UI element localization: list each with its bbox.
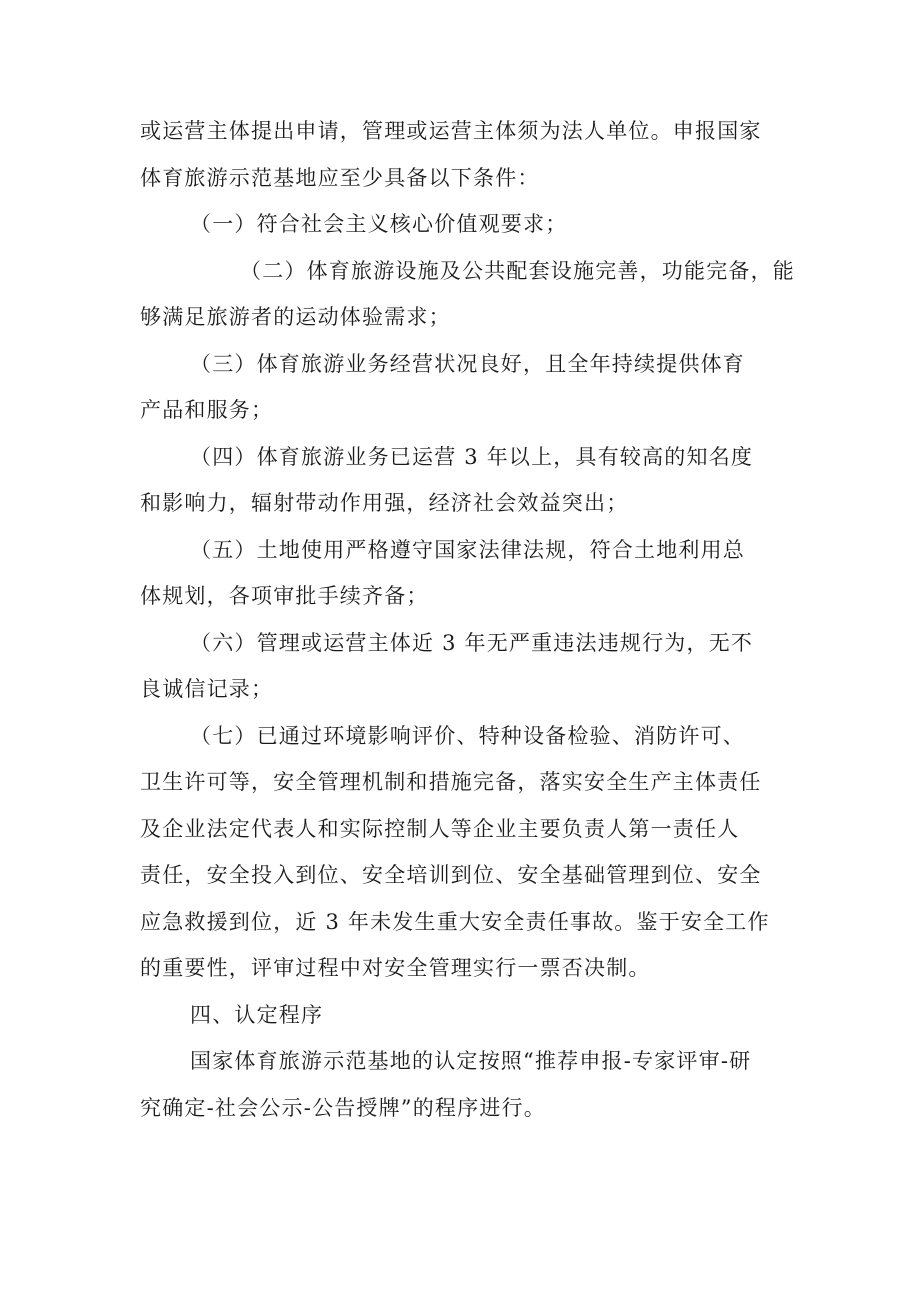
text-line: 或运营主体提出申请，管理或运营主体须为法人单位。申报国家 <box>140 119 762 143</box>
paragraph-condition-6 <box>140 620 788 713</box>
text-line: 国家体育旅游示范基地的认定按照“推荐申报-专家评审-研 <box>190 1049 752 1073</box>
text-line: 产品和服务； <box>140 398 274 422</box>
paragraph-condition-7 <box>140 713 788 992</box>
section-heading <box>140 992 788 1039</box>
paragraph-condition-2 <box>140 248 795 341</box>
text-line: （一）符合社会主义核心价值观要求； <box>190 212 568 236</box>
text-line: 体育旅游示范基地应至少具备以下条件： <box>140 165 540 190</box>
text-line: 够满足旅游者的运动体验需求； <box>140 305 451 329</box>
text-line: （四）体育旅游业务已运营 3 年以上，具有较高的知名度 <box>190 444 754 469</box>
document-body <box>140 108 795 1131</box>
text-line: （七）已通过环境影响评价、特种设备检验、消防许可、 <box>190 723 745 748</box>
paragraph-intro <box>140 108 788 201</box>
text-line: 卫生许可等，安全管理机制和措施完备，落实安全生产主体责任 <box>140 770 762 794</box>
text-line: （六）管理或运营主体近 3 年无严重违法违规行为，无不 <box>190 630 754 655</box>
text-line: 应急救援到位，近 3 年未发生重大安全责任事故。鉴于安全工作 <box>140 909 770 934</box>
text-line: 体规划，各项审批手续齐备； <box>140 584 429 608</box>
text-line: 及企业法定代表人和实际控制人等企业主要负责人第一责任人 <box>140 816 740 841</box>
text-line: 责任，安全投入到位、安全培训到位、安全基础管理到位、安全 <box>140 863 762 887</box>
paragraph-condition-1 <box>140 201 788 248</box>
paragraph-procedure <box>140 1038 788 1131</box>
paragraph-condition-3 <box>140 341 788 434</box>
paragraph-condition-5 <box>140 527 788 620</box>
text-line: 和影响力，辐射带动作用强，经济社会效益突出； <box>140 491 629 515</box>
section-heading-text: 四、认定程序 <box>190 1002 324 1027</box>
text-line: 的重要性，评审过程中对安全管理实行一票否决制。 <box>140 956 651 980</box>
text-line: （二）体育旅游设施及公共配套设施完善，功能完备，能 <box>240 258 795 283</box>
text-line: 良诚信记录； <box>140 677 274 701</box>
text-line: （三）体育旅游业务经营状况良好，且全年持续提供体育 <box>190 351 745 376</box>
text-line: （五）土地使用严格遵守国家法律法规，符合土地利用总 <box>190 537 745 562</box>
text-line: 究确定-社会公示-公告授牌”的程序进行。 <box>140 1095 546 1120</box>
paragraph-condition-4 <box>140 434 788 527</box>
